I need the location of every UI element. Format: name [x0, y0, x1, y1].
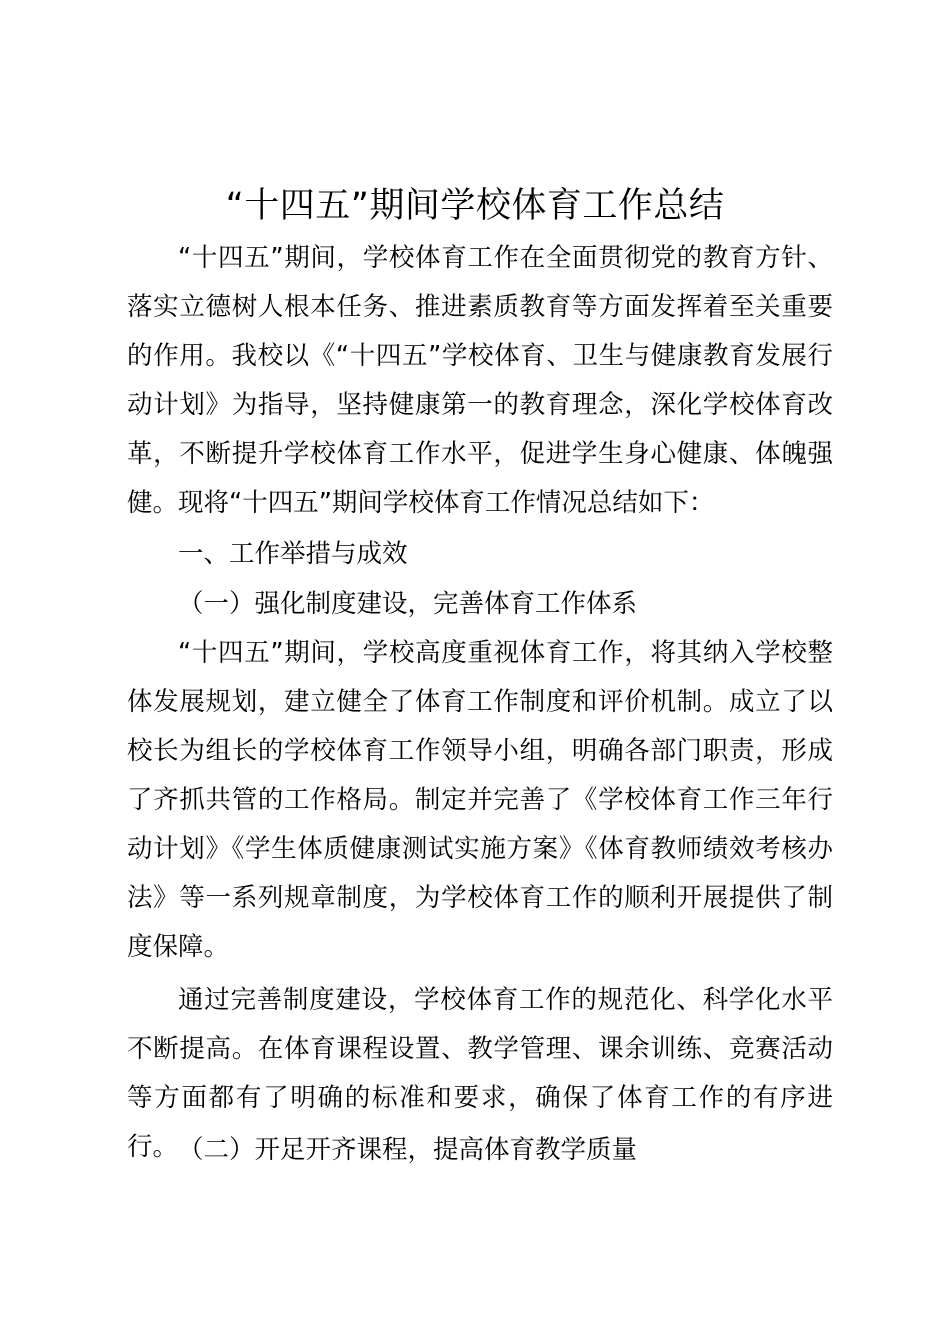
intro-paragraph: “十四五”期间，学校体育工作在全面贯彻党的教育方针、落实立德树人根本任务、推进素质教育等方面发挥着至关重要的作用。我校以《“十四五”学校体育、卫生与健康教育发展行动计划》为指导，坚持健康第一的教育理念，深化学校体育改革，不断提升学校体育工作水平，促进学生身心健康、体魄强健。现将“十四五”期间学校体育工作情况总结如下：	[127, 243, 833, 518]
section-1-heading-block	[127, 530, 833, 579]
subsection-2-heading: （二）开足开齐课程，提高体育教学质量	[178, 1135, 638, 1165]
subsection-2-heading-block	[127, 1126, 833, 1175]
section-1-heading: 一、工作举措与成效	[178, 539, 408, 569]
subsection-1-paragraph-2: 通过完善制度建设，学校体育工作的规范化、科学化水平不断提高。在体育课程设置、教学管理、课余训练、竞赛活动等方面都有了明确的标准和要求，确保了体育工作的有序进行。	[127, 985, 833, 1162]
intro-block	[127, 234, 833, 528]
subsection-1-heading-block	[127, 580, 833, 629]
subsection-1-paragraph-1-block	[127, 629, 833, 972]
subsection-1-heading: （一）强化制度建设，完善体育工作体系	[178, 589, 638, 619]
subsection-1-paragraph-1: “十四五”期间，学校高度重视体育工作，将其纳入学校整体发展规划，建立健全了体育工作制度和评价机制。成立了以校长为组长的学校体育工作领导小组，明确各部门职责，形成了齐抓共管的工作格局。制定并完善了《学校体育工作三年行动计划》《学生体质健康测试实施方案》《体育教师绩效考核办法》等一系列规章制度，为学校体育工作的顺利开展提供了制度保障。	[127, 638, 833, 962]
document-title: “十四五”期间学校体育工作总结	[225, 186, 725, 226]
